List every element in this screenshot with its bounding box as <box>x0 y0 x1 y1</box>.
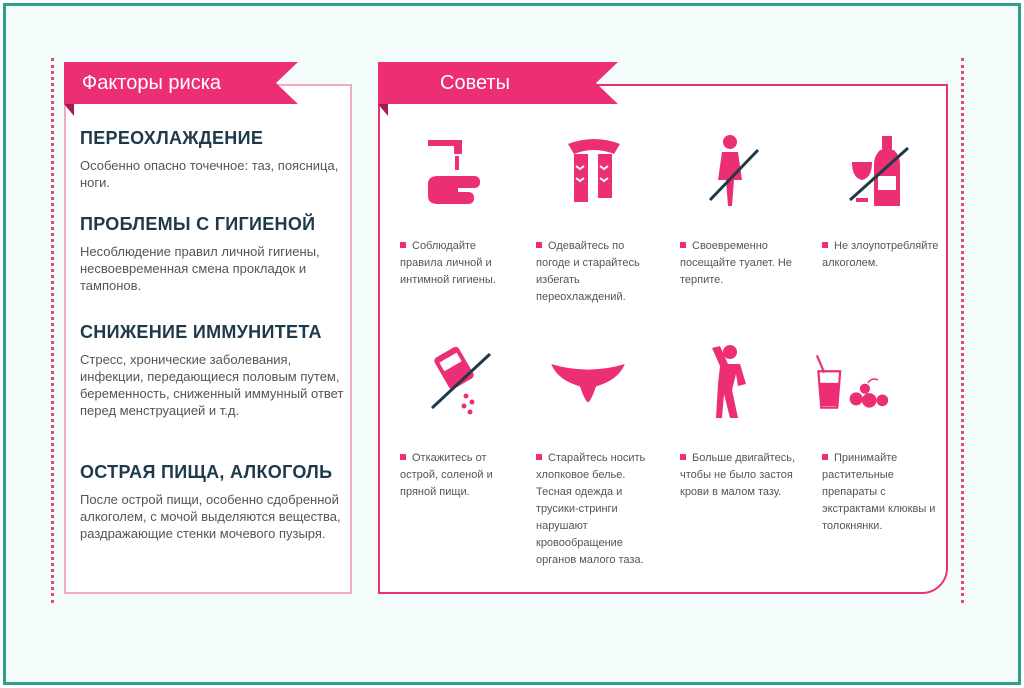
bullet <box>680 242 686 248</box>
bullet <box>536 454 542 460</box>
tip-text-label: Соблюдайте правила личной и интимной гигиены. <box>400 240 496 286</box>
tip-text-label: Своевременно посещайте туалет. Не терпите. <box>680 240 792 286</box>
ribbon-fold <box>64 104 74 116</box>
dotted-divider-right <box>961 58 964 603</box>
tip-text-label: Не злоупотребляйте алкоголем. <box>822 240 939 269</box>
risk-item-text: Стресс, хронические заболевания, инфекции, передающиеся половым путем, беременность, сниженный иммунный ответ перед менструацией и т.д. <box>80 352 344 418</box>
risk-item-text: Особенно опасно точечное: таз, поясница, ноги. <box>80 158 339 190</box>
tip-text <box>680 450 798 501</box>
tip-text <box>536 450 654 569</box>
cranberry-drink-icon <box>814 340 894 420</box>
risk-item-hypothermia <box>80 128 345 191</box>
tip-text <box>400 238 518 289</box>
risk-item-text: После острой пищи, особенно сдобренной алкоголем, с мочой выделяются вещества, раздражающие стенки мочевого пузыря. <box>80 492 341 541</box>
tips-header <box>378 62 596 104</box>
risk-item-title: ПРОБЛЕМЫ С ГИГИЕНОЙ <box>80 214 316 234</box>
tip-text-label: Старайтесь носить хлопковое белье. Тесная одежда и трусики-стринги нарушают кровообращение органов малого таза. <box>536 452 646 566</box>
hand-washing-icon <box>418 132 498 212</box>
bullet <box>822 454 828 460</box>
tip-text <box>822 238 940 272</box>
exercise-icon <box>690 340 770 420</box>
risk-item-title: СНИЖЕНИЕ ИММУНИТЕТА <box>80 322 322 342</box>
no-alcohol-icon <box>842 132 922 212</box>
risk-factors-header <box>64 62 276 104</box>
no-salt-icon <box>418 340 498 420</box>
bullet <box>400 454 406 460</box>
scarf-icon <box>554 130 634 210</box>
risk-item-hygiene <box>80 214 345 294</box>
dotted-divider-left <box>51 58 54 603</box>
tips-header-label: Советы <box>440 72 510 94</box>
risk-item-text: Несоблюдение правил личной гигиены, несвоевременная смена прокладок и тампонов. <box>80 244 320 293</box>
bullet <box>680 454 686 460</box>
cotton-underwear-icon <box>548 340 628 420</box>
tip-text <box>400 450 518 501</box>
toilet-person-icon <box>690 130 770 210</box>
bullet <box>822 242 828 248</box>
tip-text-label: Откажитесь от острой, соленой и пряной пищи. <box>400 452 493 498</box>
risk-item-immunity <box>80 322 345 419</box>
tip-text <box>536 238 654 306</box>
tip-text-label: Больше двигайтесь, чтобы не было застоя крови в малом тазу. <box>680 452 796 498</box>
risk-item-title: ОСТРАЯ ПИЩА, АЛКОГОЛЬ <box>80 462 333 482</box>
ribbon-fold <box>378 104 388 116</box>
risk-factors-header-label: Факторы риска <box>82 72 222 94</box>
tip-text <box>822 450 940 535</box>
risk-item-spicy-food <box>80 462 345 542</box>
bullet <box>400 242 406 248</box>
tip-text <box>680 238 798 289</box>
bullet <box>536 242 542 248</box>
tip-text-label: Принимайте растительные препараты с экстрактами клюквы и толокнянки. <box>822 452 936 532</box>
risk-item-title: ПЕРЕОХЛАЖДЕНИЕ <box>80 128 264 148</box>
tip-text-label: Одевайтесь по погоде и старайтесь избегать переохлаждений. <box>536 240 640 303</box>
